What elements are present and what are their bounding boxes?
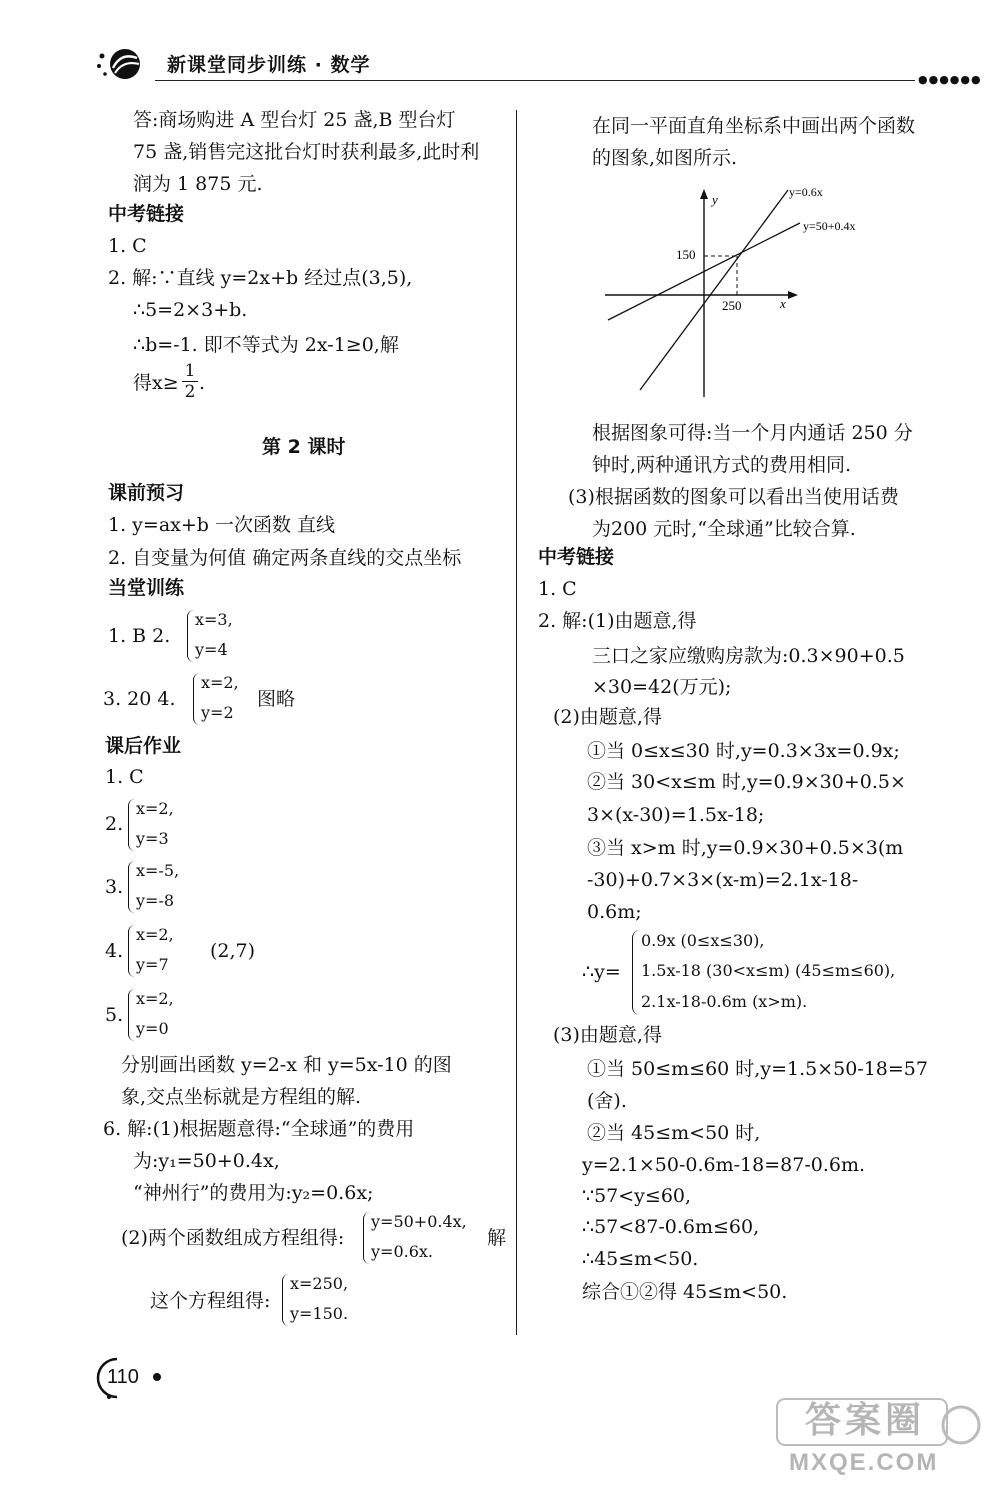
eq-line: x=250, <box>290 1274 349 1293</box>
zk-answer-2b: ∴5=2×3+b. <box>133 299 248 321</box>
zk-answer-2a: 2. 解:∵直线 y=2x+b 经过点(3,5), <box>108 267 413 289</box>
eq-line: x=-5, <box>136 861 180 880</box>
watermark <box>775 1395 985 1480</box>
equation-brace <box>128 799 135 851</box>
homework-label-2: 2. <box>105 813 124 835</box>
preview-answer-2: 2. 自变量为何值 确定两条直线的交点坐标 <box>108 547 462 569</box>
right-answer-4: ×30=42(万元); <box>592 676 732 698</box>
right-answer-19: ∴45≤m<50. <box>582 1248 699 1270</box>
equation-brace <box>193 673 200 725</box>
zk-answer-2c: ∴b=-1. 即不等式为 2x-1≥0,解 <box>133 334 399 356</box>
column-divider <box>516 110 517 1335</box>
right-answer-8: 3×(x-30)=1.5x-18; <box>587 804 765 826</box>
eq-line: y=0.6x. <box>371 1242 433 1261</box>
homework-6b: 为:y₁=50+0.4x, <box>133 1150 280 1172</box>
right-answer-3: 三口之家应缴购房款为:0.3×90+0.5 <box>592 645 905 667</box>
right-answer-15: ②当 45≤m<50 时, <box>587 1122 761 1144</box>
watermark-text: 答案圈 <box>805 1400 926 1441</box>
right-line-1: 在同一平面直角坐标系中画出两个函数 <box>592 115 916 137</box>
classwork-label-3: 3. 20 4. <box>103 688 176 710</box>
right-answer-10: -30)+0.7×3×(x-m)=2.1x-18- <box>587 869 859 891</box>
eq-line: y=3 <box>136 829 169 848</box>
header-dots: ●●●●●● <box>918 73 982 86</box>
section-title-classwork: 当堂训练 <box>108 577 185 599</box>
homework-6d-tail: 解 <box>487 1227 507 1249</box>
equation-brace <box>128 861 135 913</box>
tick-label-150: 150 <box>676 247 696 262</box>
right-line-3: 根据图象可得:当一个月内通话 250 分 <box>592 422 913 444</box>
homework-6a: 6. 解:(1)根据题意得:“全球通”的费用 <box>103 1118 415 1140</box>
page-header <box>95 42 982 86</box>
equation-brace <box>282 1274 289 1326</box>
eq-line: y=4 <box>195 640 228 659</box>
answer-line-2: 75 盏,销售完这批台灯时获利最多,此时利 <box>133 141 480 163</box>
eq-line: y=-8 <box>136 891 175 910</box>
right-answer-13: ①当 50≤m≤60 时,y=1.5×50-18=57 <box>587 1058 928 1080</box>
equation-brace <box>363 1212 370 1264</box>
right-answer-11: 0.6m; <box>587 901 642 923</box>
line-label-2: y=50+0.4x <box>803 219 856 233</box>
zk-answer-2d: 得x≥ <box>133 372 179 394</box>
eq-line: x=3, <box>195 610 233 629</box>
eq-line: y=2 <box>201 703 234 722</box>
right-answer-14: (舍). <box>587 1090 627 1112</box>
homework-label-3: 3. <box>105 876 124 898</box>
line-label-1: y=0.6x <box>789 185 823 199</box>
equation-brace <box>187 610 194 662</box>
answer-line-1: 答:商场购进 A 型台灯 25 盏,B 型台灯 <box>133 109 456 131</box>
eq-line: y=7 <box>136 955 169 974</box>
homework-6d-label: (2)两个函数组成方程组得: <box>121 1227 345 1249</box>
y-axis-arrow-icon <box>700 189 708 199</box>
zk-answer-1: 1. C <box>108 235 147 257</box>
header-title: 新课堂同步训练 · 数学 <box>167 54 371 76</box>
piecewise-case-2: 1.5x-18 (30<x≤m) (45≤m≤60), <box>641 961 896 980</box>
right-answer-5: (2)由题意,得 <box>553 706 662 728</box>
homework-6c: “神州行”的费用为:y₂=0.6x; <box>133 1182 374 1204</box>
homework-6e-label: 这个方程组得: <box>150 1290 271 1312</box>
eq-line: x=2, <box>201 673 239 692</box>
homework-5-explain-b: 象,交点坐标就是方程组的解. <box>121 1086 362 1108</box>
piecewise-case-1: 0.9x (0≤x≤30), <box>641 931 765 950</box>
book-logo-icon <box>95 42 145 82</box>
preview-answer-1: 1. y=ax+b 一次函数 直线 <box>108 514 336 536</box>
homework-label-4: 4. <box>105 940 124 962</box>
section-title-preview: 课前预习 <box>108 482 185 504</box>
right-answer-9: ③当 x>m 时,y=0.9×30+0.5×3(m <box>587 837 904 859</box>
fraction-half <box>182 362 198 401</box>
eq-line: y=50+0.4x, <box>371 1212 467 1231</box>
right-answer-6: ①当 0≤x≤30 时,y=0.3×3x=0.9x; <box>587 740 900 762</box>
piecewise-brace <box>632 930 640 1015</box>
line-y-0.6x <box>640 190 788 390</box>
right-answer-12: (3)由题意,得 <box>553 1024 662 1046</box>
equation-brace <box>128 989 135 1041</box>
right-answer-17: ∵57<y≤60, <box>582 1185 692 1207</box>
right-answer-2: 2. 解:(1)由题意,得 <box>538 610 697 632</box>
header-rule <box>155 80 915 81</box>
answer-line-3: 润为 1 875 元. <box>133 173 263 195</box>
piecewise-case-3: 2.1x-18-0.6m (x>m). <box>641 992 808 1011</box>
lesson-title: 第 2 课时 <box>262 436 346 458</box>
equation-brace <box>128 925 135 977</box>
right-answer-18: ∴57<87-0.6m≤60, <box>582 1216 760 1238</box>
zk-answer-2d-end: . <box>199 372 206 394</box>
right-answer-20: 综合①②得 45≤m<50. <box>582 1281 788 1303</box>
page-number-badge <box>95 1355 170 1400</box>
homework-label-5: 5. <box>105 1004 124 1026</box>
eq-line: x=2, <box>136 799 174 818</box>
eq-line: y=0 <box>136 1019 169 1038</box>
homework-5-explain-a: 分别画出函数 y=2-x 和 y=5x-10 的图 <box>121 1054 452 1076</box>
x-axis-arrow-icon <box>788 291 798 299</box>
section-title-zhongkao-right: 中考链接 <box>538 546 615 568</box>
homework-answer-4-point: (2,7) <box>210 940 256 962</box>
homework-answer-1: 1. C <box>105 766 144 788</box>
fraction-numerator: 1 <box>184 361 196 381</box>
classwork-label-1: 1. B 2. <box>108 625 171 647</box>
eq-line: x=2, <box>136 989 174 1008</box>
right-answer-16: y=2.1×50-0.6m-18=87-0.6m. <box>582 1154 866 1176</box>
right-line-4: 钟时,两种通讯方式的费用相同. <box>592 454 852 476</box>
page-number: 110 <box>107 1366 139 1388</box>
right-line-5: (3)根据函数的图象可以看出当使用话费 <box>568 486 899 508</box>
watermark-site: MXQE.COM <box>789 1449 939 1476</box>
right-line-6: 为200 元时,“全球通”比较合算. <box>592 518 856 540</box>
classwork-note: 图略 <box>257 688 296 710</box>
tick-label-250: 250 <box>722 298 742 313</box>
section-title-homework: 课后作业 <box>105 735 182 757</box>
right-answer-1: 1. C <box>538 578 577 600</box>
piecewise-label: ∴y= <box>582 961 621 983</box>
section-title-zhongkao: 中考链接 <box>108 203 185 225</box>
y-axis-label: y <box>712 192 718 207</box>
x-axis-label: x <box>780 296 786 311</box>
right-answer-7: ②当 30<x≤m 时,y=0.9×30+0.5× <box>587 771 906 793</box>
right-line-2: 的图象,如图所示. <box>592 147 738 169</box>
function-graph <box>600 185 900 405</box>
eq-line: x=2, <box>136 925 174 944</box>
eq-line: y=150. <box>290 1304 349 1323</box>
fraction-denominator: 2 <box>184 382 196 402</box>
